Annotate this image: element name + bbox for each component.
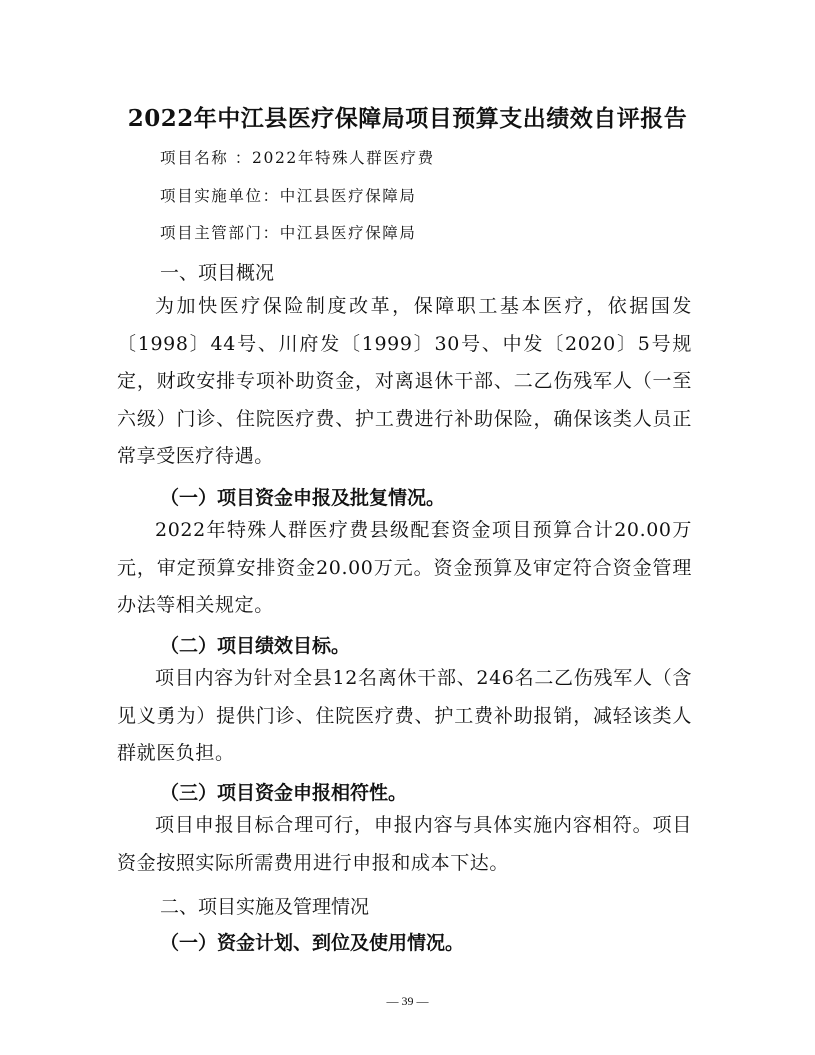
section2-sub1-heading: （一）资金计划、到位及使用情况。 — [160, 932, 465, 954]
implementing-unit-line: 项目实施单位：中江县医疗保障局 — [160, 187, 417, 205]
sub1-paragraph: 2022年特殊人群医疗费县级配套资金项目预算合计20.00万元，审定预算安排资金20.00万元。资金预算及审定符合资金管理办法等相关规定。 — [117, 519, 692, 616]
section1-heading: 一、项目概况 — [160, 262, 275, 284]
sub1-heading: （一）项目资金申报及批复情况。 — [160, 487, 446, 509]
supervising-dept-line: 项目主管部门：中江县医疗保障局 — [160, 224, 417, 242]
section1-intro-paragraph: 为加快医疗保险制度改革，保障职工基本医疗，依据国发〔1998〕44号、川府发〔1999〕30号、中发〔2020〕5号规定，财政安排专项补助资金，对离退休干部、二乙伤残军人（一至六级）门诊、住院医疗费、护工费进行补助保险，确保该类人员正常享受医疗待遇。 — [117, 295, 692, 467]
report-title: 2022年中江县医疗保障局项目预算支出绩效自评报告 — [127, 105, 688, 132]
sub2-paragraph: 项目内容为针对全县12名离休干部、246名二乙伤残军人（含见义勇为）提供门诊、住院医疗费、护工费补助报销，减轻该类人群就医负担。 — [117, 667, 692, 764]
sub2-heading: （二）项目绩效目标。 — [160, 635, 351, 657]
project-name-line: 项目名称 ：2022年特殊人群医疗费 — [160, 149, 435, 167]
sub3-paragraph: 项目申报目标合理可行，申报内容与具体实施内容相符。项目资金按照实际所需费用进行申报和成本下达。 — [117, 814, 692, 874]
section2-heading: 二、项目实施及管理情况 — [160, 896, 370, 918]
sub3-heading: （三）项目资金申报相符性。 — [160, 782, 408, 804]
page-number: — 39 — — [386, 994, 429, 1008]
